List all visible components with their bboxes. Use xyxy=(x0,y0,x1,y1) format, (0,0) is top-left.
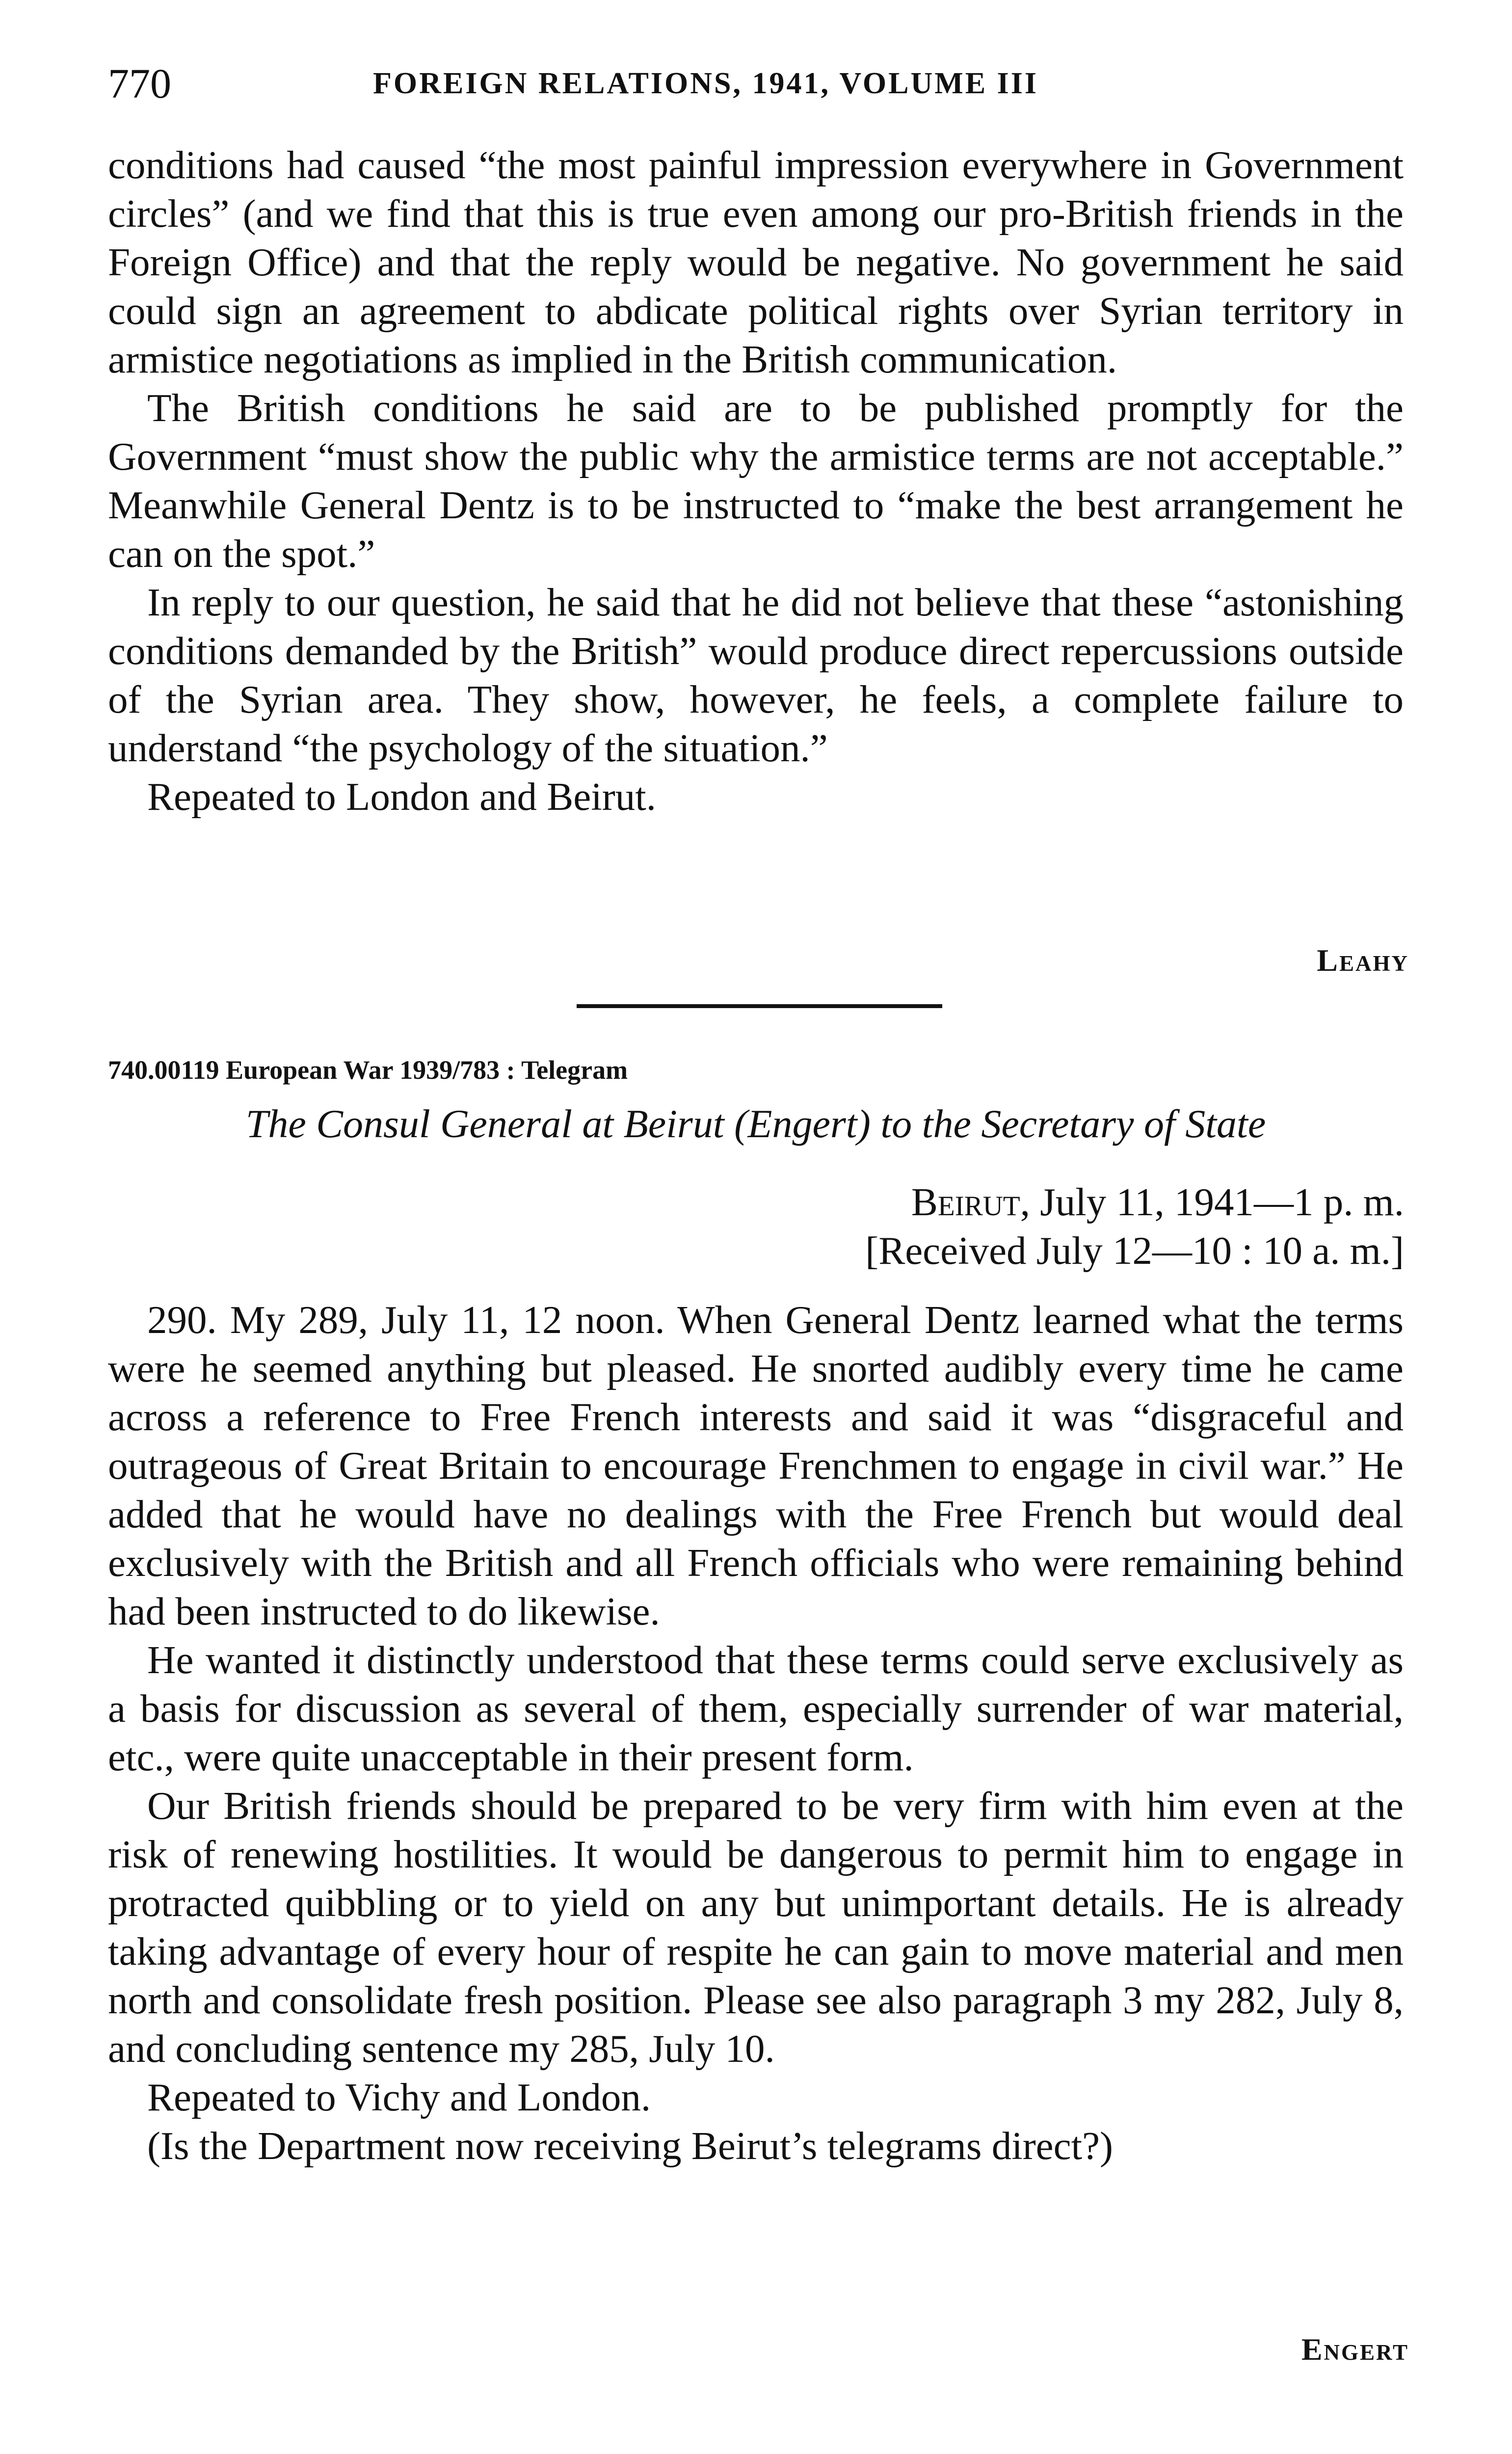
paragraph: In reply to our question, he said that he did not believe that these “astonishing conditions demanded by the British” would produce direct repercussions outside of the Syrian area. They show, however, he feels, a complete failure to understand “the psychology of the situation.” xyxy=(108,580,1404,770)
document-title: The Consul General at Beirut (Engert) to the Secretary of State xyxy=(245,1101,1266,1146)
paragraph: Repeated to London and Beirut. xyxy=(147,774,656,819)
received-line: [Received July 12—10 : 10 a. m.] xyxy=(865,1228,1404,1273)
first-document-body xyxy=(108,141,1404,821)
dateline xyxy=(717,1178,1404,1227)
paragraph: The British conditions he said are to be published promptly for the Government “must show the public why the armistice terms are not acceptable.” Meanwhile General Dentz is to be instructed to “make the best arrangement he can on the spot.” xyxy=(108,386,1404,576)
dateline-place: Beirut xyxy=(911,1180,1020,1224)
dateline-date: , July 11, 1941—1 p. m. xyxy=(1020,1180,1404,1224)
running-head: FOREIGN RELATIONS, 1941, VOLUME III xyxy=(373,67,1038,100)
paragraph: Our British friends should be prepared to be very firm with him even at the risk of renewing hostilities. It would be dangerous to permit him to engage in protracted quibbling or to yield on any but unimportant details. He is already taking advantage of every hour of respite he can gain to move material and men north and consolidate fresh position. Please see also paragraph 3 my 282, July 8, and concluding sentence my 285, July 10. xyxy=(108,1784,1404,2071)
paragraph: Repeated to Vichy and London. xyxy=(147,2075,651,2119)
page-header xyxy=(108,54,1404,113)
signature-engert: Engert xyxy=(1301,2332,1409,2367)
paragraph: He wanted it distinctly understood that these terms could serve exclusively as a basis for discussion as several of them, especially surrender of war material, etc., were quite unacceptable in their present form. xyxy=(108,1638,1404,1779)
second-document-body xyxy=(108,1296,1404,2170)
paragraph: conditions had caused “the most painful impression everywhere in Government circles” (and we find that this is true even among our pro-British friends in the Foreign Office) and that the reply would be negative. No government he said could sign an agreement to abdicate political rights over Syrian territory in armistice negotiations as implied in the British communication. xyxy=(108,143,1404,381)
file-reference: 740.00119 European War 1939/783 : Telegram xyxy=(108,1055,628,1085)
paragraph: (Is the Department now receiving Beirut’s telegrams direct?) xyxy=(147,2124,1114,2168)
paragraph: 290. My 289, July 11, 12 noon. When General Dentz learned what the terms were he seemed anything but pleased. He snorted audibly every time he came across a reference to Free French interests and said it was “disgraceful and outrageous of Great Britain to encourage Frenchmen to engage in civil war.” He added that he would have no dealings with the Free French but would deal exclusively with the British and all French officials who were remaining behind had been instructed to do likewise. xyxy=(108,1298,1404,1633)
section-divider xyxy=(577,1004,942,1008)
signature-leahy: Leahy xyxy=(1317,943,1409,978)
page-number: 770 xyxy=(108,60,171,107)
